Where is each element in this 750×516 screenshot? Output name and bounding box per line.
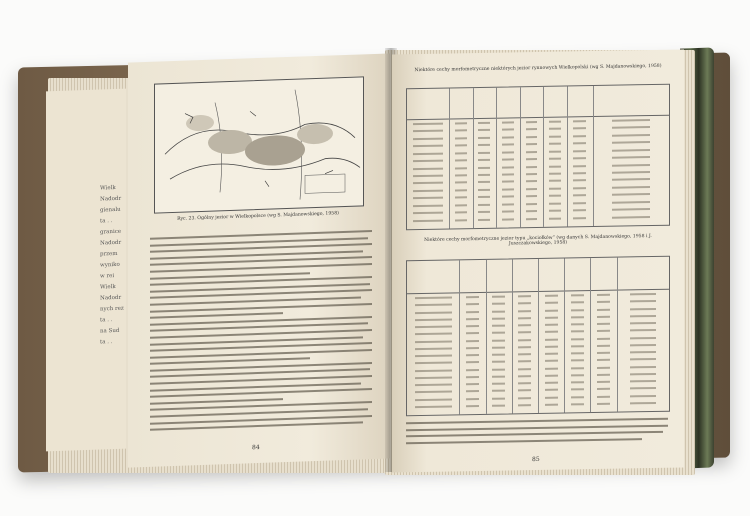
table-row <box>478 196 490 198</box>
table-row <box>597 388 610 390</box>
table-row <box>455 219 467 221</box>
prev-page-fragment: ta . . <box>100 317 113 324</box>
table-row <box>630 322 656 324</box>
table-row <box>502 173 514 175</box>
table-row <box>630 336 656 338</box>
table-column-rule <box>512 259 513 413</box>
table-row <box>518 295 531 297</box>
table-row <box>597 323 610 325</box>
table-row <box>630 300 656 302</box>
table-row <box>466 332 479 334</box>
table-row <box>545 403 558 405</box>
table-row <box>573 202 586 204</box>
table-row <box>573 165 586 167</box>
table-row <box>612 149 650 152</box>
text-line <box>406 418 668 425</box>
table-row <box>630 293 656 295</box>
table-row <box>630 351 656 353</box>
table-column-rule <box>593 86 594 226</box>
table-row <box>597 373 610 375</box>
table-row <box>545 295 558 297</box>
table1 <box>406 84 670 231</box>
table-row <box>415 405 452 408</box>
table-column-rule <box>496 88 497 228</box>
table-row <box>630 344 656 346</box>
table-row <box>571 309 584 311</box>
table-row <box>455 211 467 213</box>
table-row <box>526 173 538 175</box>
table-row <box>571 352 584 354</box>
table-row <box>526 180 538 182</box>
table-row <box>518 360 531 362</box>
table-row <box>415 340 452 343</box>
table-row <box>545 367 558 369</box>
table-row <box>492 390 505 392</box>
table-row <box>466 347 479 349</box>
table-column-rule <box>538 259 539 413</box>
table-row <box>466 398 479 400</box>
table-row <box>571 388 584 390</box>
table-row <box>415 376 452 379</box>
table-column-rule <box>486 260 487 414</box>
table-row <box>413 212 442 215</box>
text-line <box>406 424 668 431</box>
table-row <box>597 301 610 303</box>
table-row <box>518 331 531 333</box>
table-row <box>526 188 538 190</box>
map-drawing <box>155 77 363 212</box>
table-row <box>415 391 452 394</box>
table-row <box>545 389 558 391</box>
table-row <box>413 219 442 222</box>
table-row <box>573 172 586 174</box>
left-page-text <box>150 230 372 436</box>
table-row <box>466 361 479 363</box>
table-row <box>518 302 531 304</box>
table-row <box>413 167 442 170</box>
table-row <box>573 194 586 196</box>
table-row <box>415 304 452 307</box>
prev-page-fragment: nych rez <box>100 305 124 313</box>
table-row <box>549 195 561 197</box>
table-row <box>415 384 452 387</box>
table-row <box>415 369 452 372</box>
table-row <box>478 166 490 168</box>
table-row <box>518 339 531 341</box>
right-page-text <box>406 418 668 449</box>
table-row <box>571 316 584 318</box>
table-row <box>549 128 561 130</box>
table-row <box>573 150 586 152</box>
table-row <box>612 164 650 167</box>
table-row <box>549 187 561 189</box>
table-row <box>492 325 505 327</box>
table-row <box>571 396 584 398</box>
table-row <box>518 368 531 370</box>
table-row <box>415 347 452 350</box>
table-row <box>549 202 561 204</box>
table-row <box>466 390 479 392</box>
table-row <box>478 144 490 146</box>
table-row <box>518 310 531 312</box>
prev-page-fragment: przem <box>100 250 118 258</box>
table-row <box>478 211 490 213</box>
table-row <box>545 345 558 347</box>
table-row <box>478 189 490 191</box>
table-column-rule <box>459 260 460 414</box>
prev-page-fragment: Nadodr <box>100 294 122 302</box>
table-column-rule <box>567 86 568 226</box>
table-row <box>466 325 479 327</box>
table-row <box>597 381 610 383</box>
table-row <box>502 129 514 131</box>
table-row <box>571 345 584 347</box>
table-row <box>549 135 561 137</box>
table-row <box>466 318 479 320</box>
left-page <box>128 53 390 467</box>
table-row <box>526 143 538 145</box>
prev-page-fragment: granice <box>100 228 122 236</box>
table-row <box>466 405 479 407</box>
text-line <box>150 312 283 319</box>
table-row <box>526 121 538 123</box>
table-row <box>571 359 584 361</box>
table-column-rule <box>543 87 544 227</box>
table-row <box>455 137 467 139</box>
table-column-rule <box>473 88 474 228</box>
table-row <box>597 330 610 332</box>
table-row <box>612 156 650 159</box>
table-row <box>413 204 442 207</box>
table-row <box>573 157 586 159</box>
table-row <box>571 367 584 369</box>
table-row <box>549 173 561 175</box>
table-row <box>571 403 584 405</box>
table-row <box>545 396 558 398</box>
table-row <box>492 404 505 406</box>
right-page-number: 85 <box>532 455 540 464</box>
table-row <box>492 354 505 356</box>
table-row <box>415 318 452 321</box>
table-row <box>466 354 479 356</box>
table-row <box>545 382 558 384</box>
table-row <box>502 166 514 168</box>
table-row <box>597 395 610 397</box>
table-row <box>630 373 656 375</box>
table-row <box>526 128 538 130</box>
prev-page-fragment: na Sud <box>100 327 120 335</box>
table-row <box>492 383 505 385</box>
table-row <box>492 332 505 334</box>
table-row <box>549 121 561 123</box>
text-line <box>406 431 663 437</box>
table-row <box>597 337 610 339</box>
table-row <box>478 137 490 139</box>
table-row <box>466 340 479 342</box>
prev-page-fragment: gienalu <box>100 206 121 214</box>
table-row <box>573 142 586 144</box>
table-row <box>502 196 514 198</box>
table-row <box>549 143 561 145</box>
table-row <box>518 389 531 391</box>
table-row <box>545 309 558 311</box>
table-row <box>478 174 490 176</box>
table-row <box>630 307 656 309</box>
table-row <box>415 398 452 401</box>
table-row <box>573 128 586 130</box>
table-row <box>478 181 490 183</box>
table-row <box>571 294 584 296</box>
table-row <box>597 352 610 354</box>
left-page-number: 84 <box>252 443 260 452</box>
table-row <box>597 294 610 296</box>
table-row <box>466 383 479 385</box>
table-row <box>455 197 467 199</box>
prev-page-fragment: Nadodr <box>100 195 122 203</box>
table-row <box>549 217 561 219</box>
prev-page-fragment: Wielk <box>100 184 116 192</box>
table-row <box>415 362 452 365</box>
table-row <box>455 182 467 184</box>
table-row <box>571 338 584 340</box>
table-row <box>545 302 558 304</box>
table-row <box>573 209 586 211</box>
table-row <box>630 365 656 367</box>
table-row <box>492 346 505 348</box>
table-row <box>630 315 656 317</box>
table-row <box>597 308 610 310</box>
table-row <box>492 339 505 341</box>
table-row <box>502 136 514 138</box>
table-row <box>630 358 656 360</box>
table-row <box>612 126 650 129</box>
table-row <box>415 326 452 329</box>
table-row <box>612 119 650 122</box>
table-row <box>478 152 490 154</box>
table-row <box>573 135 586 137</box>
table-row <box>492 368 505 370</box>
table-row <box>526 218 538 220</box>
table-row <box>492 361 505 363</box>
table-row <box>455 204 467 206</box>
table-row <box>526 158 538 160</box>
table-row <box>549 210 561 212</box>
table-row <box>630 394 656 396</box>
table-row <box>492 375 505 377</box>
table-row <box>630 329 656 331</box>
prev-page-fragment: ta . . <box>100 339 113 346</box>
table-row <box>413 160 442 163</box>
table-row <box>502 159 514 161</box>
table-row <box>413 130 442 133</box>
table-row <box>466 376 479 378</box>
table-row <box>549 150 561 152</box>
table-row <box>413 138 442 141</box>
table-row <box>573 180 586 182</box>
table-column-rule <box>590 258 591 412</box>
table-row <box>518 382 531 384</box>
table-row <box>612 193 650 196</box>
text-line <box>406 438 642 444</box>
table-row <box>518 324 531 326</box>
table-row <box>545 338 558 340</box>
text-line <box>150 398 283 405</box>
table2-title: Niektóre cechy morfometryczne jezior typu „kociołków” (wg danych S. Majdanowskiego, 1958 i J. Juszczakowskiego, 1958) <box>424 234 652 247</box>
table-row <box>466 296 479 298</box>
table-row <box>478 204 490 206</box>
table-column-rule <box>449 89 450 229</box>
table-row <box>518 353 531 355</box>
table-row <box>502 203 514 205</box>
table-row <box>455 159 467 161</box>
table-row <box>526 151 538 153</box>
table-row <box>415 311 452 314</box>
table-row <box>597 366 610 368</box>
previous-page-strip <box>46 89 126 452</box>
table-row <box>571 323 584 325</box>
table-row <box>492 317 505 319</box>
table-row <box>492 296 505 298</box>
table-row <box>545 374 558 376</box>
table2 <box>406 256 670 417</box>
table-row <box>455 152 467 154</box>
table-row <box>478 122 490 124</box>
table-row <box>492 310 505 312</box>
table-row <box>455 174 467 176</box>
table-row <box>413 175 442 178</box>
table-row <box>518 397 531 399</box>
table-row <box>413 197 442 200</box>
table-row <box>502 151 514 153</box>
table-row <box>466 303 479 305</box>
table-row <box>518 317 531 319</box>
table-row <box>478 129 490 131</box>
table-row <box>502 188 514 190</box>
table-row <box>526 195 538 197</box>
table-row <box>612 208 650 211</box>
prev-page-fragment: Wielk <box>100 283 116 291</box>
table-row <box>413 152 442 155</box>
table-row <box>518 375 531 377</box>
table-row <box>455 130 467 132</box>
table-row <box>455 167 467 169</box>
prev-page-fragment: w rei <box>100 273 115 280</box>
right-page <box>392 49 684 472</box>
table-row <box>478 159 490 161</box>
table-row <box>466 369 479 371</box>
table-row <box>526 210 538 212</box>
table-row <box>573 217 586 219</box>
table-row <box>549 158 561 160</box>
table-row <box>573 120 586 122</box>
table-row <box>545 360 558 362</box>
table-row <box>612 186 650 189</box>
table-row <box>545 316 558 318</box>
table-row <box>455 145 467 147</box>
table-row <box>526 203 538 205</box>
table-column-rule <box>617 258 618 412</box>
table-column-rule <box>520 87 521 227</box>
table-row <box>612 178 650 181</box>
table-row <box>597 402 610 404</box>
table-row <box>455 189 467 191</box>
table-row <box>518 346 531 348</box>
table-row <box>549 165 561 167</box>
table-row <box>413 145 442 148</box>
table-row <box>630 387 656 389</box>
table-row <box>597 359 610 361</box>
prev-page-fragment: Nadodr <box>100 239 122 247</box>
table-row <box>549 180 561 182</box>
figure-caption: Ryc. 23. Ogólny jezior w Wielkopolsce (wg S. Majdanowskiego, 1958) <box>177 211 339 222</box>
table1-title: Niektóre cechy morfometryczne niektórych jezior rynnowych Wielkopolski (wg S. Majdanowskiego, 1958) <box>414 63 662 74</box>
table-row <box>597 344 610 346</box>
table-row <box>597 315 610 317</box>
table-row <box>518 404 531 406</box>
table-row <box>413 190 442 193</box>
table-row <box>415 297 452 300</box>
table-row <box>492 397 505 399</box>
table-row <box>478 218 490 220</box>
table-row <box>526 166 538 168</box>
prev-page-fragment: ta . . <box>100 218 113 225</box>
table-row <box>415 355 452 358</box>
table-row <box>573 187 586 189</box>
table-row <box>545 331 558 333</box>
table-row <box>413 182 442 185</box>
map-figure <box>154 76 364 213</box>
table-row <box>502 181 514 183</box>
table-row <box>612 201 650 204</box>
table-row <box>571 330 584 332</box>
table-row <box>612 171 650 174</box>
table-row <box>455 122 467 124</box>
table-row <box>630 380 656 382</box>
table-row <box>415 333 452 336</box>
prev-page-fragment: wyniko <box>100 261 120 269</box>
table-row <box>502 144 514 146</box>
table-row <box>466 311 479 313</box>
table-column-rule <box>564 259 565 413</box>
table-row <box>545 324 558 326</box>
table-row <box>492 303 505 305</box>
table-row <box>571 381 584 383</box>
table-row <box>612 134 650 137</box>
table-row <box>502 218 514 220</box>
table-row <box>502 121 514 123</box>
table-row <box>502 211 514 213</box>
table-row <box>630 402 656 404</box>
table-row <box>413 123 442 126</box>
table-row <box>526 136 538 138</box>
table-row <box>571 301 584 303</box>
table-row <box>612 216 650 219</box>
table-header <box>407 85 669 121</box>
table-row <box>545 353 558 355</box>
table-row <box>612 141 650 144</box>
table-row <box>571 374 584 376</box>
